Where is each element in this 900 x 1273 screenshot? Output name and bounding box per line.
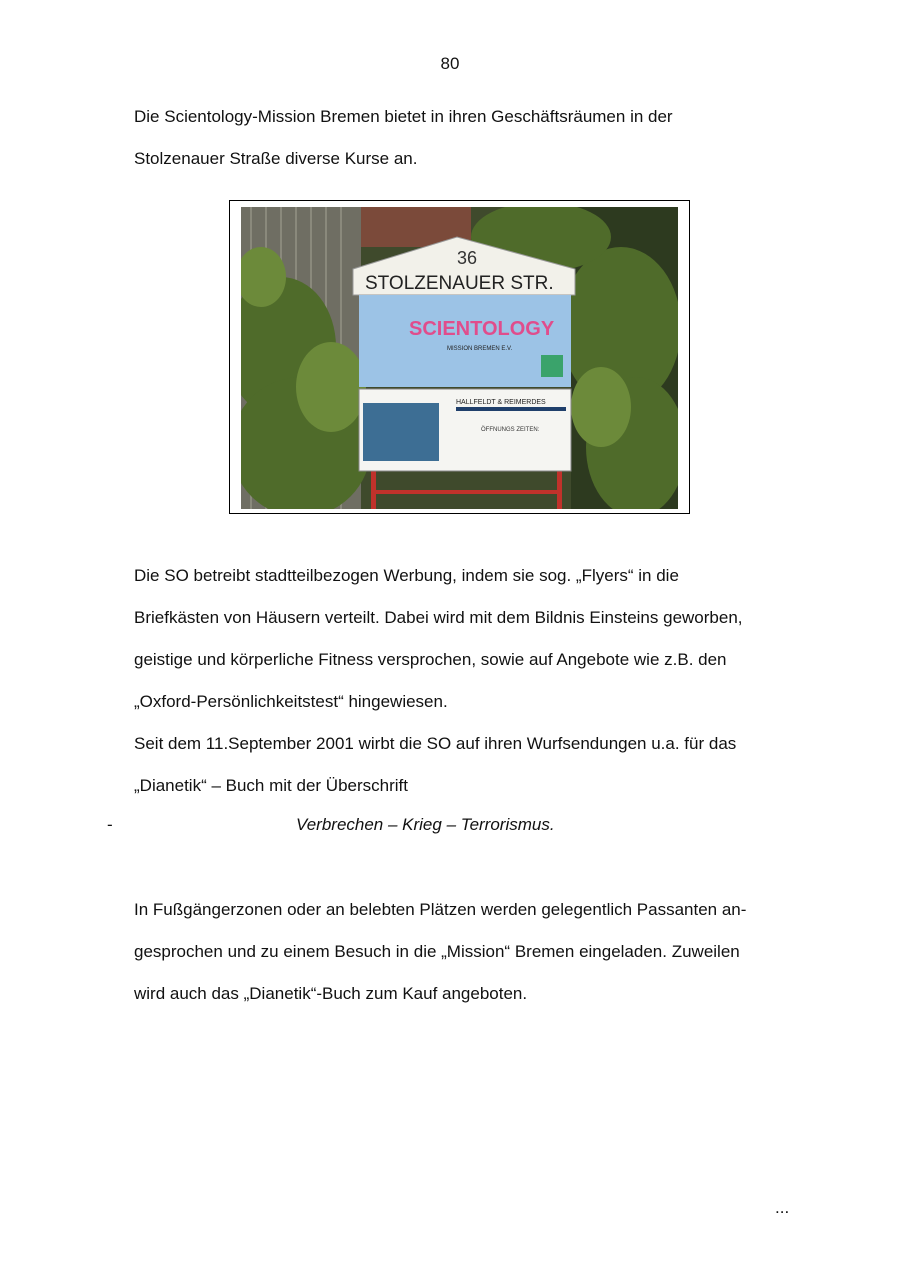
text-line: geistige und körperliche Fitness versprochen, sowie auf Angebote wie z.B. den bbox=[134, 650, 727, 669]
sign-org: MISSION BREMEN E.V. bbox=[447, 346, 513, 352]
photo-figure bbox=[229, 200, 690, 514]
text-line: Stolzenauer Straße diverse Kurse an. bbox=[134, 149, 418, 168]
lower-sign-company: HALLFELDT & REIMERDES bbox=[456, 399, 546, 406]
sign-number: 36 bbox=[457, 248, 478, 268]
sign-photo bbox=[241, 207, 678, 509]
intro-paragraph bbox=[134, 96, 794, 180]
text-line: „Dianetik“ – Buch mit der Überschrift bbox=[134, 776, 408, 795]
page-number: 80 bbox=[440, 54, 460, 73]
continuation-marker: ... bbox=[775, 1198, 790, 1217]
body-paragraph bbox=[134, 555, 794, 807]
text-line: wird auch das „Dianetik“-Buch zum Kauf angeboten. bbox=[134, 984, 528, 1003]
quoted-headline: Verbrechen – Krieg – Terrorismus. bbox=[296, 815, 555, 834]
text-line: Die SO betreibt stadtteilbezogen Werbung, indem sie sog. „Flyers“ in die bbox=[134, 566, 679, 585]
text-line: gesprochen und zu einem Besuch in die „Mission“ Bremen eingeladen. Zuweilen bbox=[134, 942, 740, 961]
text-line: Seit dem 11.September 2001 wirbt die SO auf ihren Wurfsendungen u.a. für das bbox=[134, 734, 737, 753]
list-dash: - bbox=[107, 815, 113, 834]
text-line: In Fußgängerzonen oder an belebten Plätzen werden gelegentlich Passanten an- bbox=[134, 900, 747, 919]
text-line: „Oxford-Persönlichkeitstest“ hingewiesen. bbox=[134, 692, 448, 711]
sign-street: STOLZENAUER STR. bbox=[365, 273, 554, 294]
closing-paragraph bbox=[134, 889, 794, 1015]
text-line: Die Scientology-Mission Bremen bietet in ihren Geschäftsräumen in der bbox=[134, 107, 673, 126]
text-line: Briefkästen von Häusern verteilt. Dabei wird mit dem Bildnis Einsteins geworben, bbox=[134, 608, 743, 627]
lower-sign-hours: ÖFFNUNGS ZEITEN: bbox=[481, 427, 540, 433]
sign-logo: SCIENTOLOGY bbox=[409, 318, 555, 340]
